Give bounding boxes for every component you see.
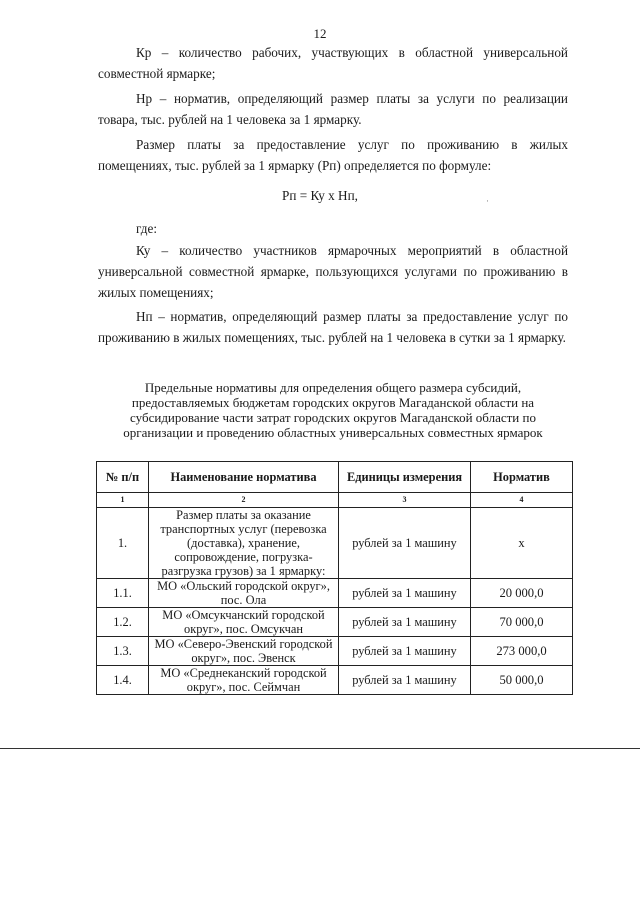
row-name: МО «Северо-Эвенский городской округ», пос. Эвенск [149,637,339,666]
row-value: 273 000,0 [471,637,573,666]
header-unit: Единицы измерения [339,462,471,493]
row-value: 70 000,0 [471,608,573,637]
column-number: 3 [339,493,471,508]
row-name: МО «Ольский городской округ», пос. Ола [149,579,339,608]
table-row [97,508,573,579]
row-name: МО «Среднеканский городской округ», пос. Сеймчан [149,666,339,695]
table-row [97,579,573,608]
header-num: № п/п [97,462,149,493]
table-row [97,608,573,637]
scan-dot: · [486,196,489,206]
row-value: 50 000,0 [471,666,573,695]
page-number: 12 [313,26,327,41]
table-header-row [97,462,573,493]
table-title: Предельные нормативы для определения общего размера субсидий, предоставляемых бюджетам городских округов Магаданской области на субсидирование части затрат городских округов Магаданской области по организации и проведению областных универсальных совместных ярмарок [123,380,543,440]
table-row [97,637,573,666]
column-number-row [97,493,573,508]
row-unit: рублей за 1 машину [339,608,471,637]
page-bottom-divider [0,748,640,749]
row-name: Размер платы за оказание транспортных услуг (перевозка (доставка), хранение, сопровождение, погрузка-разгрузка грузов) за 1 ярмарку: [149,508,339,579]
row-unit: рублей за 1 машину [339,637,471,666]
row-unit: рублей за 1 машину [339,508,471,579]
row-num: 1.3. [97,637,149,666]
formula: Рп = Ку х Нп, [282,188,358,203]
row-num: 1. [97,508,149,579]
definition-np: Нп – норматив, определяющий размер платы за предоставление услуг по проживанию в жилых помещениях, тыс. рублей на 1 человека в сутки за 1 ярмарку. [98,309,568,345]
header-value: Норматив [471,462,573,493]
norms-table [96,461,573,695]
row-unit: рублей за 1 машину [339,579,471,608]
column-number: 4 [471,493,573,508]
paragraph-kr: Кр – количество рабочих, участвующих в областной универсальной совместной ярмарке; [98,45,568,81]
row-num: 1.4. [97,666,149,695]
where-label: где: [136,221,157,236]
header-name: Наименование норматива [149,462,339,493]
row-unit: рублей за 1 машину [339,666,471,695]
row-name: МО «Омсукчанский городской округ», пос. Омсукчан [149,608,339,637]
row-num: 1.1. [97,579,149,608]
paragraph-rp-intro: Размер платы за предоставление услуг по проживанию в жилых помещениях, тыс. рублей за 1 ярмарку (Рп) определяется по формуле: [98,137,568,173]
table-row [97,666,573,695]
column-number: 1 [97,493,149,508]
definition-ku: Ку – количество участников ярмарочных мероприятий в областной универсальной совместной ярмарке, пользующихся услугами по проживанию в жилых помещениях; [98,243,568,300]
row-value: 20 000,0 [471,579,573,608]
column-number: 2 [149,493,339,508]
row-value: х [471,508,573,579]
row-num: 1.2. [97,608,149,637]
paragraph-nr: Нр – норматив, определяющий размер платы за услуги по реализации товара, тыс. рублей на 1 человека за 1 ярмарку. [98,91,568,127]
